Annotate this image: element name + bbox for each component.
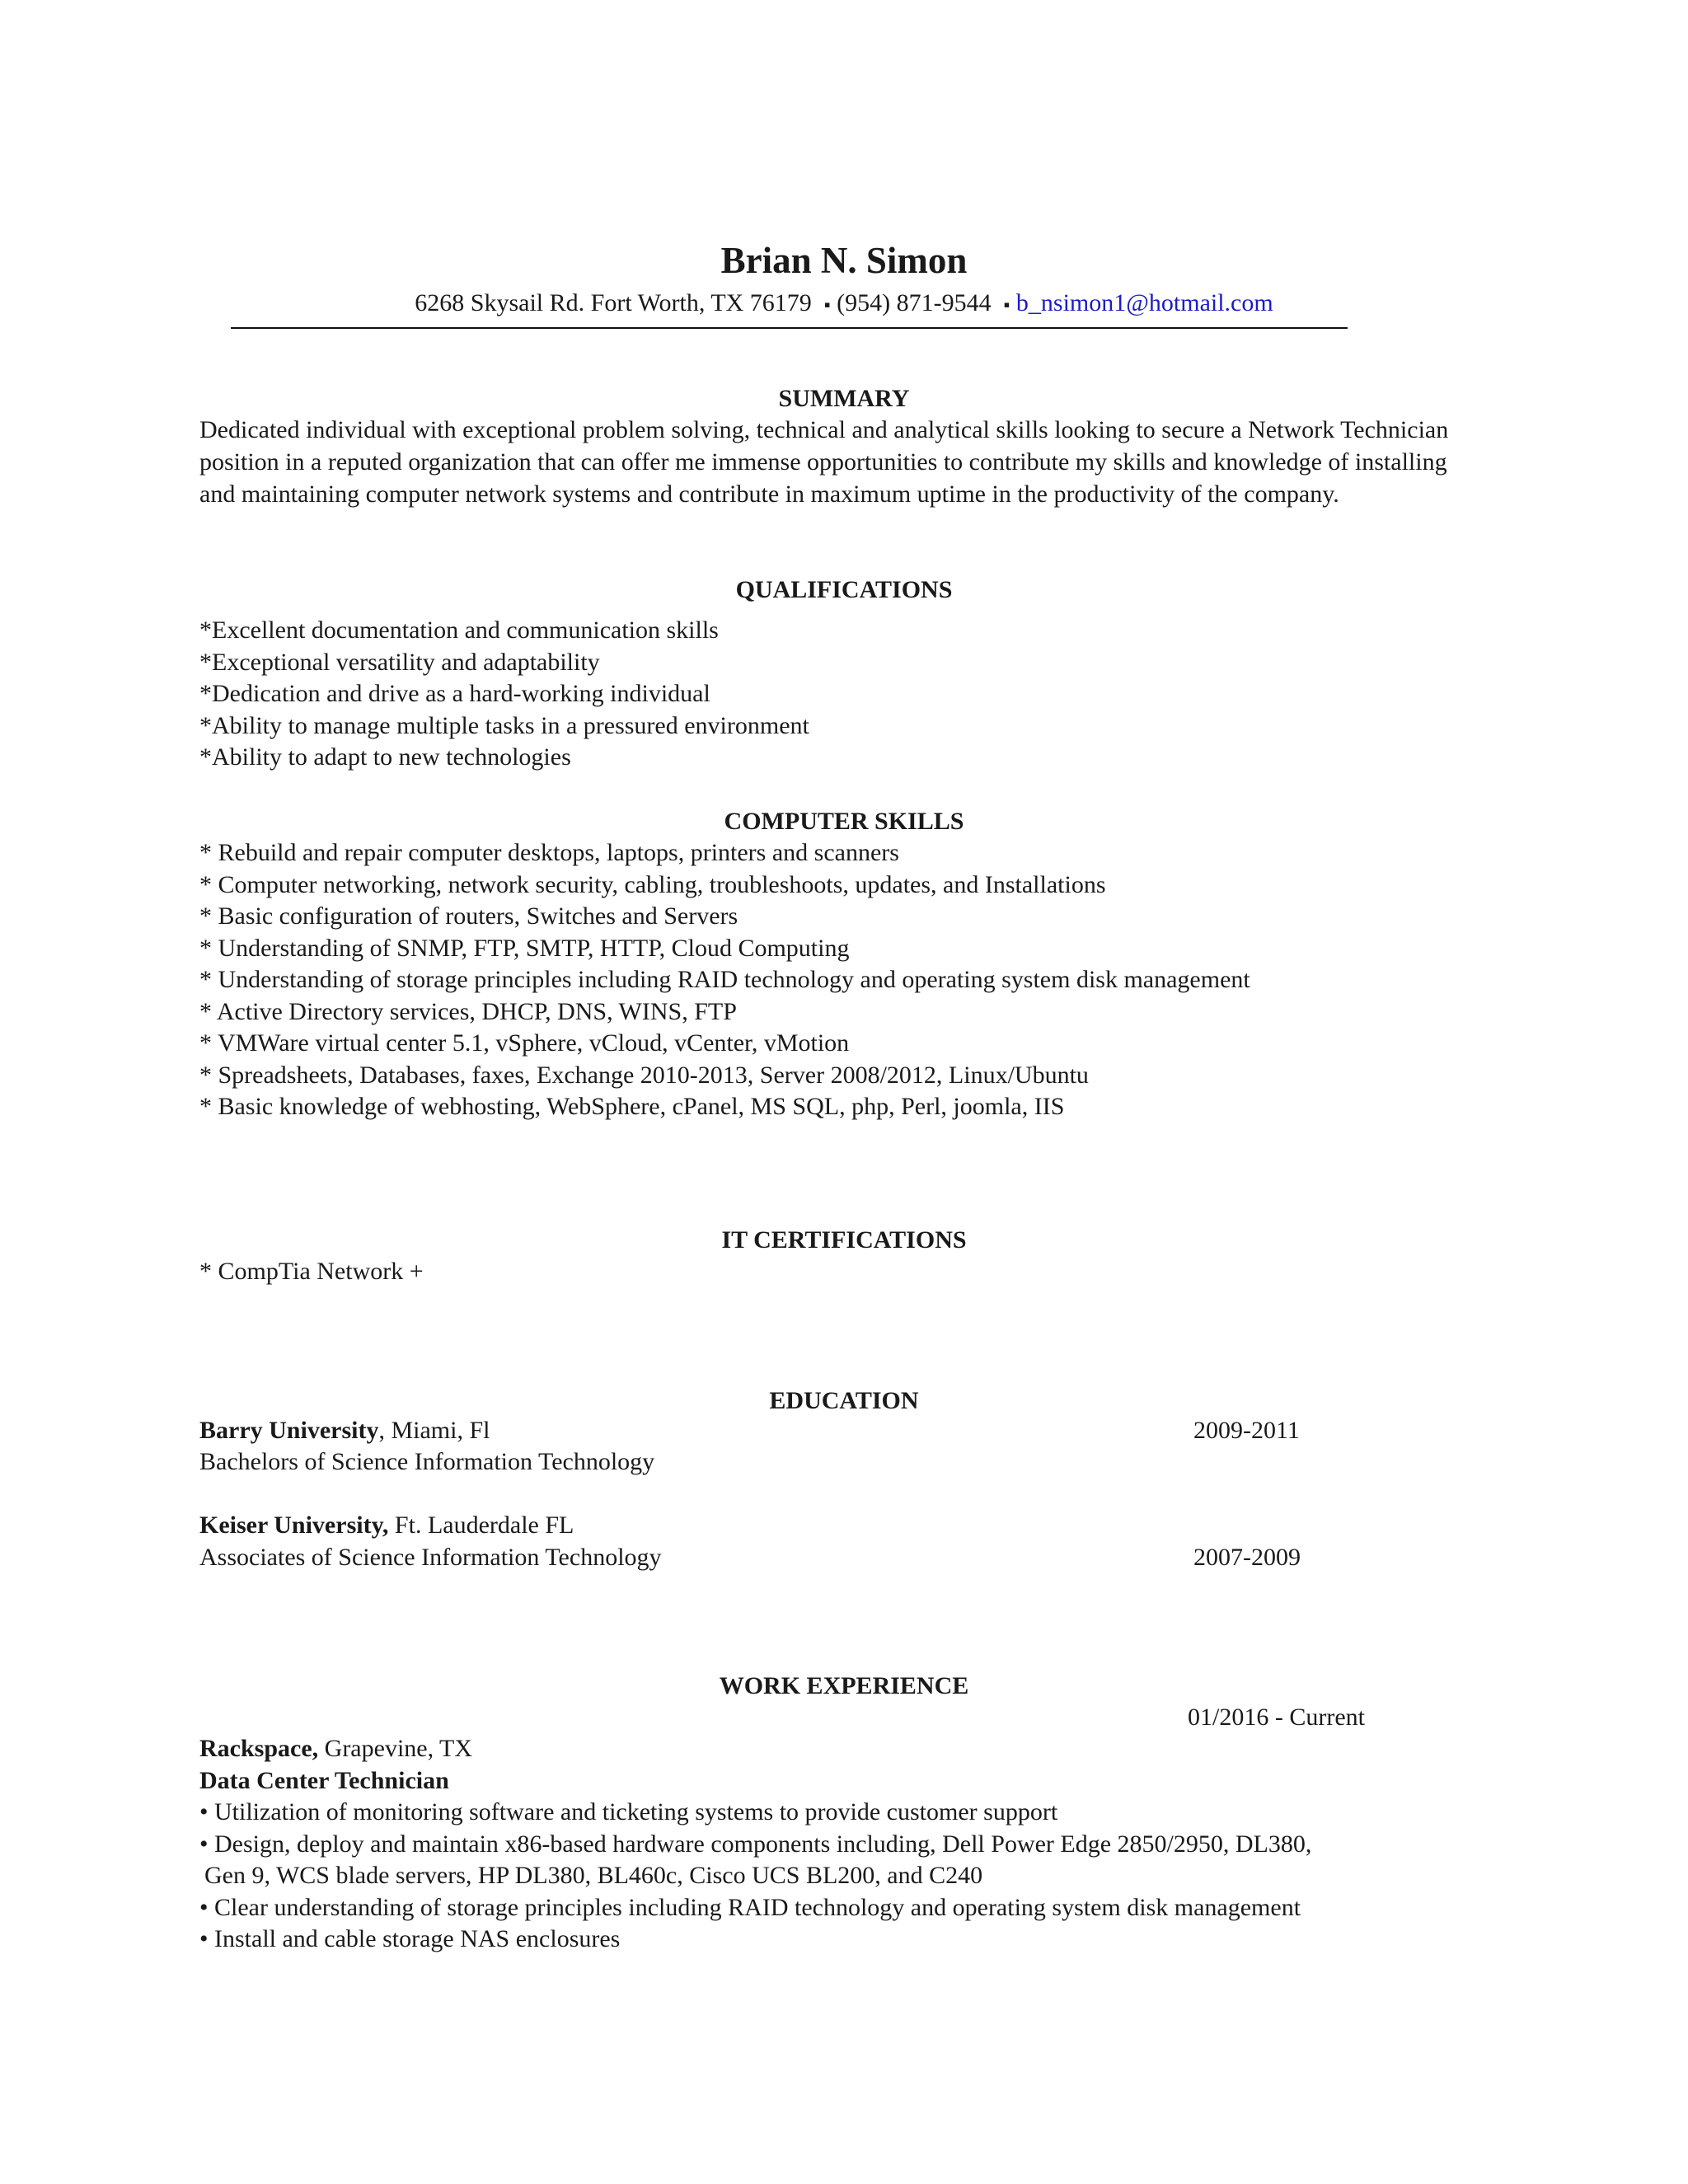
job-duties-list <box>199 1797 1311 1956</box>
education-heading: EDUCATION <box>769 1387 919 1414</box>
summary-text: Dedicated individual with exceptional problem solving, technical and analytical skills looking to secure a Network Technician position in a reputed organization that can offer me immense opportunities to contribute my skills and knowledge of installing and maintaining computer network systems and contribute in maximum uptime in the productivity of the company. <box>199 416 1449 508</box>
school-years: 2009-2011 <box>1193 1417 1300 1444</box>
list-item: * Understanding of SNMP, FTP, SMTP, HTTP, Cloud Computing <box>199 934 850 962</box>
list-item: *Excellent documentation and communication skills <box>199 616 719 644</box>
school-years: 2007-2009 <box>1193 1544 1301 1571</box>
qualifications-list <box>199 615 809 774</box>
list-item: • Clear understanding of storage principles including RAID technology and operating system disk management <box>199 1893 1301 1921</box>
job-company-line <box>199 1732 472 1765</box>
list-item: * Spreadsheets, Databases, faxes, Exchange 2010-2013, Server 2008/2012, Linux/Ubuntu <box>199 1061 1089 1089</box>
list-item: * Basic configuration of routers, Switches and Servers <box>199 902 738 930</box>
list-item: Gen 9, WCS blade servers, HP DL380, BL460c, Cisco UCS BL200, and C240 <box>204 1862 983 1889</box>
school-line <box>199 1509 574 1542</box>
list-item: • Design, deploy and maintain x86-based hardware components including, Dell Power Edge 2850/2950, DL380, <box>199 1830 1312 1858</box>
list-item: * Rebuild and repair computer desktops, laptops, printers and scanners <box>199 839 899 866</box>
computer-skills-heading: COMPUTER SKILLS <box>724 808 964 835</box>
school-name: Barry University <box>199 1417 379 1444</box>
list-item: * Basic knowledge of webhosting, WebSphere, cPanel, MS SQL, php, Perl, joomla, IIS <box>199 1093 1065 1120</box>
contact-line <box>0 286 1688 322</box>
school-name: Keiser University, <box>199 1511 389 1539</box>
certifications-heading: IT CERTIFICATIONS <box>721 1226 967 1254</box>
phone: (954) 871-9544 <box>837 289 992 316</box>
separator-bullet: ▪ <box>823 294 831 315</box>
school-degree: Associates of Science Information Technology <box>199 1544 662 1571</box>
list-item: *Dedication and drive as a hard-working individual <box>199 680 710 707</box>
school-degree: Bachelors of Science Information Technology <box>199 1448 655 1475</box>
email-link[interactable]: b_nsimon1@hotmail.com <box>1015 289 1273 316</box>
work-experience-heading: WORK EXPERIENCE <box>719 1672 969 1699</box>
header-divider <box>231 327 1348 329</box>
list-item: * Computer networking, network security, cabling, troubleshoots, updates, and Installations <box>199 870 1106 898</box>
list-item: *Ability to adapt to new technologies <box>199 743 571 771</box>
list-item: * Understanding of storage principles including RAID technology and operating system disk management <box>199 966 1250 993</box>
school-line <box>199 1414 490 1447</box>
certification-item: * CompTia Network + <box>199 1258 424 1285</box>
job-role: Data Center Technician <box>199 1767 449 1794</box>
computer-skills-list <box>199 837 1250 1123</box>
company-name: Rackspace, <box>199 1735 319 1762</box>
list-item: *Ability to manage multiple tasks in a pressured environment <box>199 711 809 739</box>
applicant-name: Brian N. Simon <box>720 240 968 281</box>
school-location: , Miami, Fl <box>378 1417 490 1444</box>
company-location: Grapevine, TX <box>318 1735 473 1762</box>
summary-heading: SUMMARY <box>778 385 910 412</box>
list-item: * Active Directory services, DHCP, DNS, WINS, FTP <box>199 997 737 1025</box>
school-location: Ft. Lauderdale FL <box>388 1511 574 1539</box>
separator-bullet: ▪ <box>1003 294 1010 315</box>
list-item: *Exceptional versatility and adaptability <box>199 648 600 676</box>
list-item: • Utilization of monitoring software and ticketing systems to provide customer support <box>199 1798 1058 1825</box>
qualifications-heading: QUALIFICATIONS <box>735 576 953 603</box>
job-dates: 01/2016 - Current <box>1188 1704 1365 1731</box>
address: 6268 Skysail Rd. Fort Worth, TX 76179 <box>415 289 812 316</box>
list-item: • Install and cable storage NAS enclosures <box>199 1925 621 1952</box>
list-item: * VMWare virtual center 5.1, vSphere, vCloud, vCenter, vMotion <box>199 1029 850 1057</box>
